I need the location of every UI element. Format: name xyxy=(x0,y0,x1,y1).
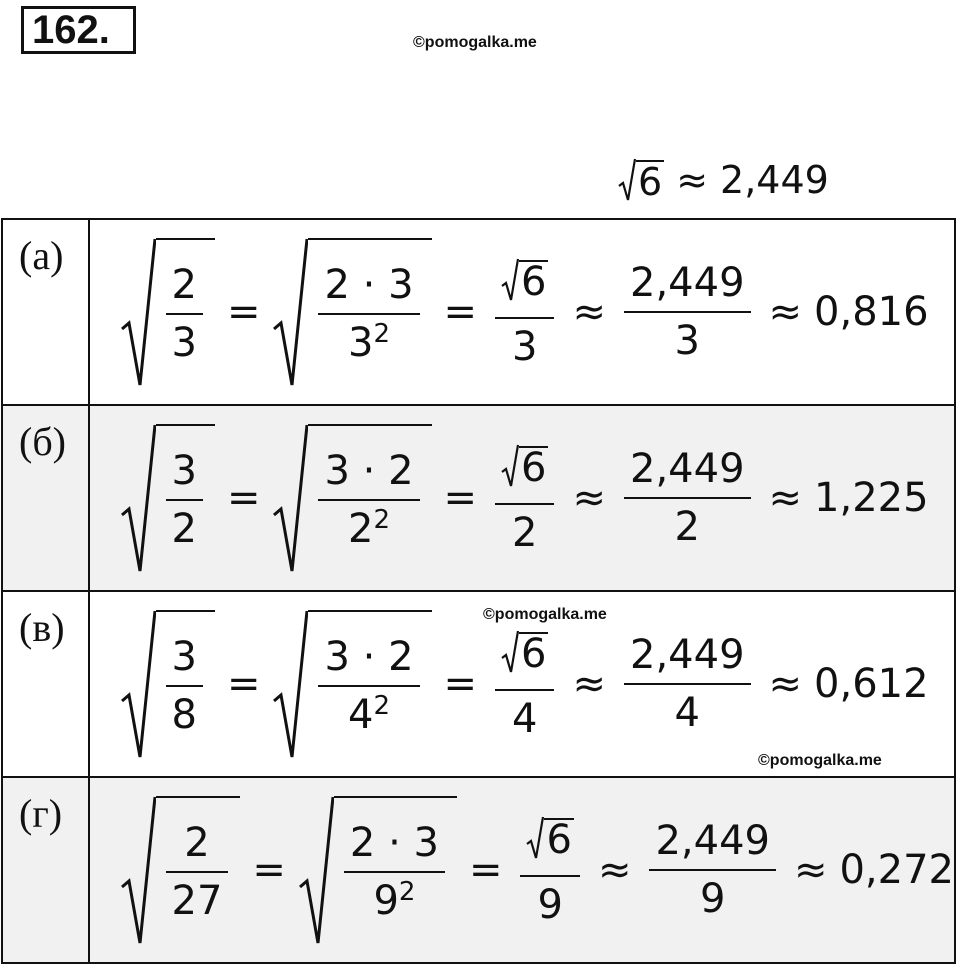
row-label: (б) xyxy=(2,405,89,591)
watermark: ©pomogalka.me xyxy=(483,606,607,623)
fraction-4 xyxy=(624,631,751,737)
watermark: ©pomogalka.me xyxy=(413,34,537,51)
fraction-2 xyxy=(344,819,445,925)
sqrt-symbol xyxy=(526,816,573,863)
row-math xyxy=(89,777,956,963)
fraction-1 xyxy=(166,819,229,925)
solutions-table xyxy=(1,218,956,964)
denominator-base: 3 xyxy=(347,319,374,366)
fraction-3 xyxy=(520,812,579,929)
fraction-numerator: 3 · 2 xyxy=(324,633,414,680)
equals-sign: = xyxy=(468,847,503,893)
fraction-numerator: 2 · 3 xyxy=(349,819,439,866)
fraction-denominator: 4 xyxy=(512,695,538,742)
fraction-3 xyxy=(495,440,554,557)
approx-sign: ≈ xyxy=(768,475,803,521)
equals-sign: = xyxy=(443,475,478,521)
fraction-3 xyxy=(495,626,554,743)
approx-sign: ≈ xyxy=(768,289,803,335)
row-math xyxy=(89,219,956,405)
result-value: 0,272 xyxy=(839,847,954,893)
fraction-numerator: 2,449 xyxy=(630,446,745,492)
fraction-denominator: 27 xyxy=(171,877,223,924)
sqrt-argument: 6 xyxy=(521,444,547,491)
equals-sign: = xyxy=(226,475,261,521)
header-sqrt-arg: 6 xyxy=(638,160,663,204)
fraction-numerator: 3 xyxy=(171,447,197,494)
fraction-2 xyxy=(318,261,419,367)
fraction-numerator: 2,449 xyxy=(630,632,745,678)
approx-sign: ≈ xyxy=(768,661,803,707)
sqrt-symbol xyxy=(272,237,431,387)
fraction-numerator: 2 xyxy=(171,261,197,308)
fraction-denominator: 3 xyxy=(674,318,700,364)
exponent: 2 xyxy=(373,690,390,721)
fraction-numerator: 3 xyxy=(171,633,197,680)
equals-sign: = xyxy=(226,661,261,707)
row-label: (г) xyxy=(2,777,89,963)
sqrt-symbol xyxy=(618,158,664,202)
fraction-numerator: 2 xyxy=(184,819,210,866)
fraction-4 xyxy=(649,817,776,923)
approx-sign: ≈ xyxy=(597,847,632,893)
fraction-denominator: 4 xyxy=(674,690,700,736)
approx-sign: ≈ xyxy=(572,475,606,521)
denominator-base: 9 xyxy=(373,877,399,924)
fraction-denominator: 9 xyxy=(699,876,726,922)
sqrt-symbol xyxy=(298,795,457,945)
sqrt-symbol xyxy=(272,609,431,759)
sqrt-symbol xyxy=(120,423,215,573)
header-approx: ≈ xyxy=(676,158,709,202)
fraction-1 xyxy=(166,447,203,553)
equals-sign: = xyxy=(226,289,261,335)
fraction-numerator: 2,449 xyxy=(630,260,745,306)
fraction-denominator xyxy=(342,505,396,553)
row-math xyxy=(89,405,956,591)
header-formula xyxy=(618,150,829,210)
fraction-numerator: 2,449 xyxy=(655,818,770,864)
fraction-3 xyxy=(495,254,554,371)
fraction-denominator xyxy=(342,691,396,739)
fraction-2 xyxy=(318,633,419,739)
fraction-denominator xyxy=(367,877,421,925)
solution-row xyxy=(2,405,955,591)
fraction-denominator: 3 xyxy=(512,323,538,370)
sqrt-symbol xyxy=(501,258,548,305)
fraction-denominator: 3 xyxy=(171,319,197,366)
fraction-denominator: 2 xyxy=(512,509,538,556)
denominator-base: 4 xyxy=(347,691,374,738)
fraction-numerator: 2 · 3 xyxy=(324,261,414,308)
fraction-numerator: 3 · 2 xyxy=(324,447,414,494)
sqrt-symbol xyxy=(120,795,241,945)
solution-row xyxy=(2,219,955,405)
solution-row xyxy=(2,591,955,777)
approx-sign: ≈ xyxy=(793,847,828,893)
sqrt-argument: 6 xyxy=(546,816,572,863)
fraction-4 xyxy=(624,259,751,365)
equals-sign: = xyxy=(443,661,478,707)
equals-sign: = xyxy=(252,847,286,893)
sqrt-symbol xyxy=(501,444,548,491)
fraction-4 xyxy=(624,445,751,551)
result-value: 0,612 xyxy=(814,661,929,707)
fraction-denominator: 8 xyxy=(171,691,197,738)
row-label: (а) xyxy=(2,219,89,405)
sqrt-symbol xyxy=(120,237,215,387)
fraction-denominator xyxy=(342,319,396,367)
exponent: 2 xyxy=(398,876,416,907)
solution-row xyxy=(2,777,955,963)
sqrt-symbol xyxy=(272,423,431,573)
sqrt-symbol xyxy=(501,630,548,677)
sqrt-symbol xyxy=(120,609,215,759)
fraction-denominator: 9 xyxy=(537,881,563,928)
sqrt-argument: 6 xyxy=(521,258,547,305)
fraction-1 xyxy=(166,633,203,739)
result-value: 1,225 xyxy=(814,475,929,521)
sqrt-argument: 6 xyxy=(521,630,547,677)
fraction-2 xyxy=(318,447,419,553)
exponent: 2 xyxy=(373,504,390,535)
approx-sign: ≈ xyxy=(572,289,606,335)
result-value: 0,816 xyxy=(814,289,929,335)
problem-number: 162. xyxy=(21,6,136,54)
fraction-1 xyxy=(166,261,203,367)
fraction-denominator: 2 xyxy=(674,504,700,550)
watermark: ©pomogalka.me xyxy=(758,752,882,769)
denominator-base: 2 xyxy=(347,505,374,552)
equals-sign: = xyxy=(443,289,478,335)
approx-sign: ≈ xyxy=(572,661,606,707)
fraction-denominator: 2 xyxy=(171,505,197,552)
header-value: 2,449 xyxy=(720,158,829,202)
exponent: 2 xyxy=(373,318,390,349)
row-label: (в) xyxy=(2,591,89,777)
